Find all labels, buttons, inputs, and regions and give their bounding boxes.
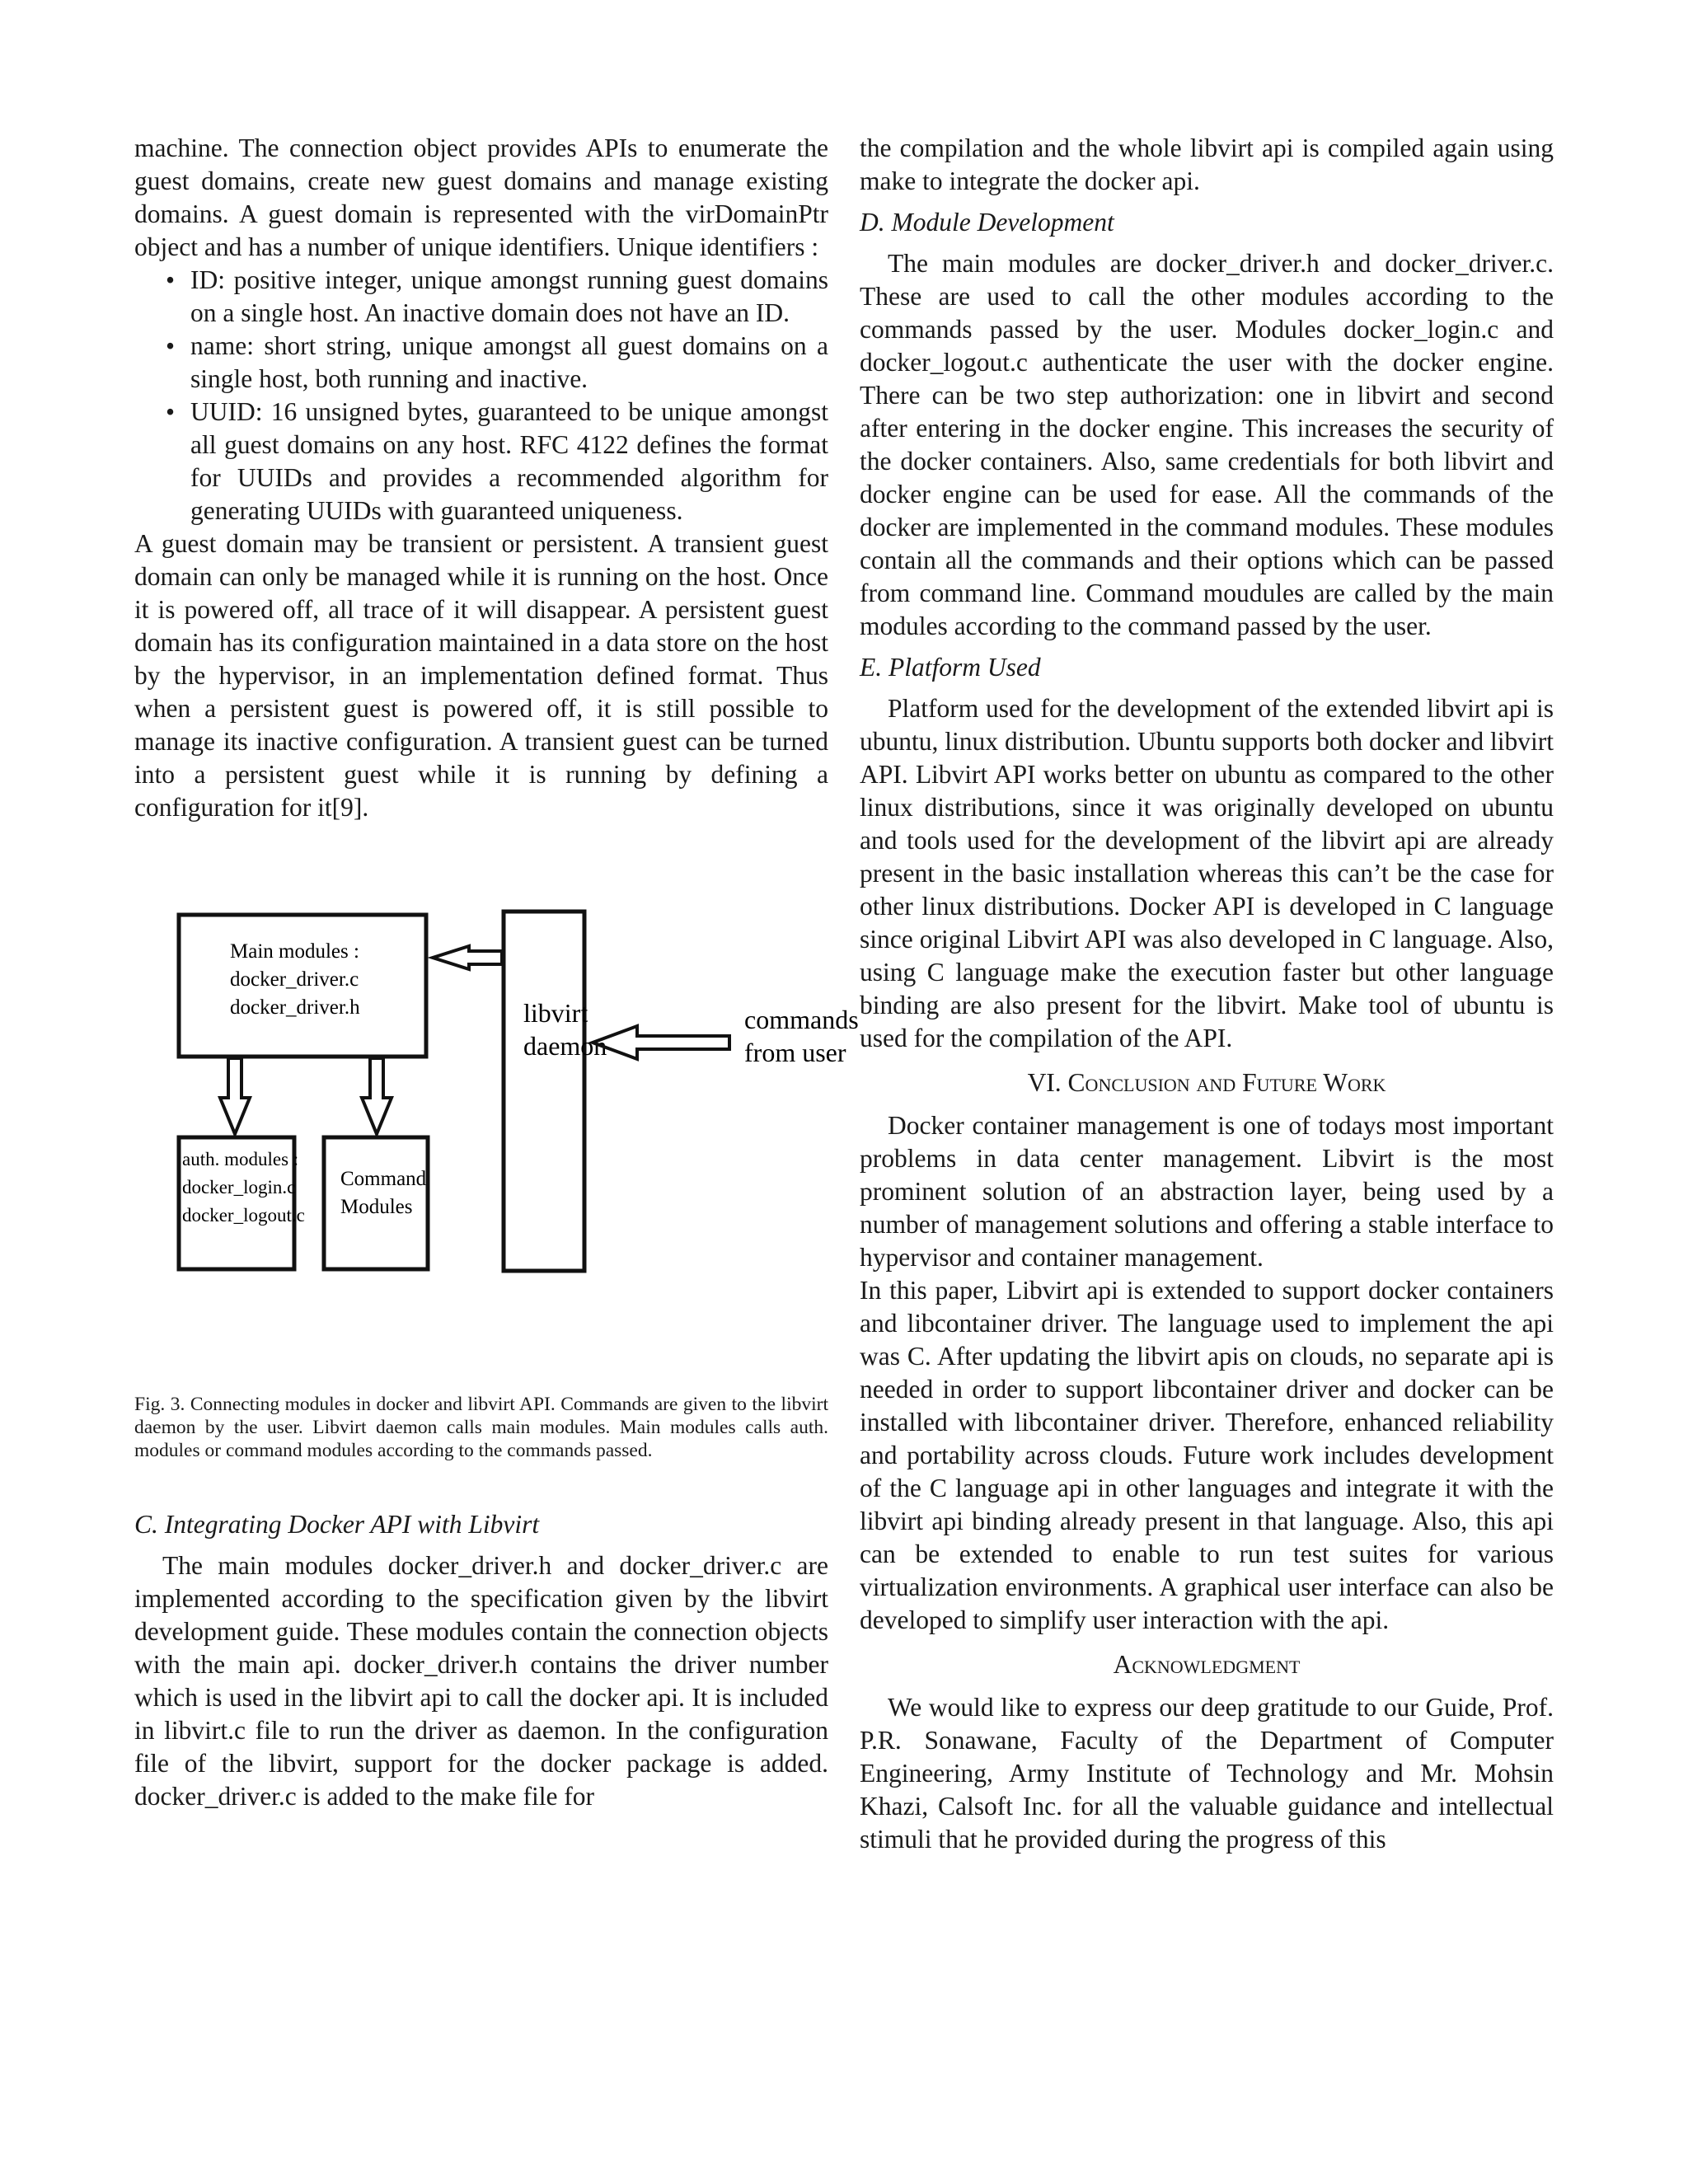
auth-modules-file2: docker_logout.c [182,1205,305,1226]
commands-label-1: commands [744,1005,859,1034]
main-modules-file2: docker_driver.h [230,996,360,1019]
auth-modules-title: auth. modules : [182,1149,299,1169]
subsection-heading-e: E. Platform Used [860,653,1041,682]
right-paragraph-6: We would like to express our deep gratitude to our Guide, Prof. P.R. Sonawane, Faculty of the Department of Computer Engineering, Army Institute of Technology and Mr. Mohsin Khazi, Calsoft Inc. for all the valuable guidance and intellectual stimuli that he provided during the progress of this [860,1693,1554,1854]
command-modules-label-1: Command [340,1168,427,1190]
list-item: • name: short string, unique amongst all guest domains on a single host, both running and inactive. [190,330,828,396]
main-modules-title: Main modules : [230,940,359,963]
arrow-daemon-to-main [433,946,502,969]
section-heading-vi: VI. Conclusion and Future Work [1027,1068,1386,1097]
module-diagram [134,882,859,1310]
figure-3-diagram [134,882,859,1310]
libvirt-label-1: libvirt [523,998,588,1028]
subsection-heading-c: C. Integrating Docker API with Libvirt [134,1510,540,1539]
arrow-main-to-command [362,1058,392,1134]
arrow-user-to-daemon [593,1026,729,1059]
main-modules-file1: docker_driver.c [230,968,359,991]
auth-modules-file1: docker_login.c [182,1177,296,1197]
list-item: • UUID: 16 unsigned bytes, guaranteed to be unique amongst all guest domains on any host. RFC 4122 defines the format for UUIDs and provides a recommended algorithm for generating UUIDs with guaranteed uniqueness. [190,396,828,527]
right-paragraph-2: The main modules are docker_driver.h and docker_driver.c. These are used to call the other modules according to the commands passed by the user. Modules docker_login.c and docker_logout.c authenticate the user with the docker engine. There can be two step authorization: one in libvirt and second after entering in the docker engine. This increases the security of the docker containers. Also, same credentials for both libvirt and docker engine can be used for ease. All the commands of the docker are implemented in the command modules. These modules contain all the commands and their options which can be passed from command line. Command moudules are called by the main modules according to the command passed by the user. [860,249,1554,640]
figure-caption: Fig. 3. Connecting modules in docker and libvirt API. Commands are given to the libvirt daemon by the user. Libvirt daemon calls main modules. Main modules calls auth. modules or command modules according to the commands passed. [134,1394,828,1461]
arrow-main-to-auth [220,1058,250,1134]
libvirt-daemon-box [504,912,584,1271]
left-paragraph-2: A guest domain may be transient or persistent. A transient guest domain can only be managed while it is running on the host. Once it is powered off, all trace of it will disappear. A persistent guest domain has its configuration maintained in a data store on the host by the hypervisor, in an implementation defined format. Thus when a persistent guest is powered off, it is still possible to manage its inactive configuration. A transient guest can be turned into a persistent guest while it is running by defining a configuration for it[9]. [134,529,828,822]
libvirt-label-2: daemon [523,1031,607,1061]
subsection-heading-d: D. Module Development [860,208,1114,237]
left-column [134,132,859,1813]
list-item: • ID: positive integer, unique amongst running guest domains on a single host. An inactive domain does not have an ID. [190,264,828,330]
left-paragraph-1: machine. The connection object provides APIs to enumerate the guest domains, create new guest domains and manage existing domains. A guest domain is represented with the virDomainPtr object and has a number of unique identifiers. Unique identifiers : [134,134,828,261]
left-paragraph-3: The main modules docker_driver.h and docker_driver.c are implemented according to the specification given by the libvirt development guide. These modules contain the connection objects with the main api. docker_driver.h contains the driver number which is used in the libvirt api to call the docker api. It is included in libvirt.c file to run the driver as daemon. In the configuration file of the libvirt, support for the docker package is added. docker_driver.c is added to the make file for [134,1551,828,1811]
right-paragraph-1: the compilation and the whole libvirt api is compiled again using make to integrate the docker api. [860,134,1554,195]
right-paragraph-5: In this paper, Libvirt api is extended to support docker containers and libcontainer driver. The language used to implement the api was C. After updating the libvirt apis on clouds, no separate api is needed in order to support libcontainer driver and docker can be installed with libcontainer driver. Therefore, enhanced reliability and portability across clouds. Future work includes development of the C language api in other languages and integrate it with the libvirt api binding already present in that language. Also, this api can be extended to enable to run test suites for various virtualization environments. A graphical user interface can also be developed to simplify user interaction with the api. [860,1276,1554,1634]
right-paragraph-4: Docker container management is one of todays most important problems in data center management. Libvirt is the most prominent solution of an abstraction layer, being used by a number of management solutions and offering a stable interface to hypervisor and container management. [860,1111,1554,1272]
command-modules-label-2: Modules [340,1196,413,1218]
commands-label-2: from user [744,1038,846,1067]
right-paragraph-3: Platform used for the development of the extended libvirt api is ubuntu, linux distribution. Ubuntu supports both docker and libvirt API. Libvirt API works better on ubuntu as compared to the other linux distributions, since it was originally developed on ubuntu and tools used for the development of the libvirt api are already present in the basic installation whereas this can’t be the case for other linux distributions. Docker API is developed in C language since original Libvirt API was also developed in C language. Also, using C language make the execution faster but other language binding are also present for the libvirt. Make tool of ubuntu is used for the compilation of the API. [860,694,1554,1052]
right-column [860,132,1554,1856]
identifier-list [134,264,828,527]
section-heading-acknowledgment: Acknowledgment [1113,1650,1301,1679]
